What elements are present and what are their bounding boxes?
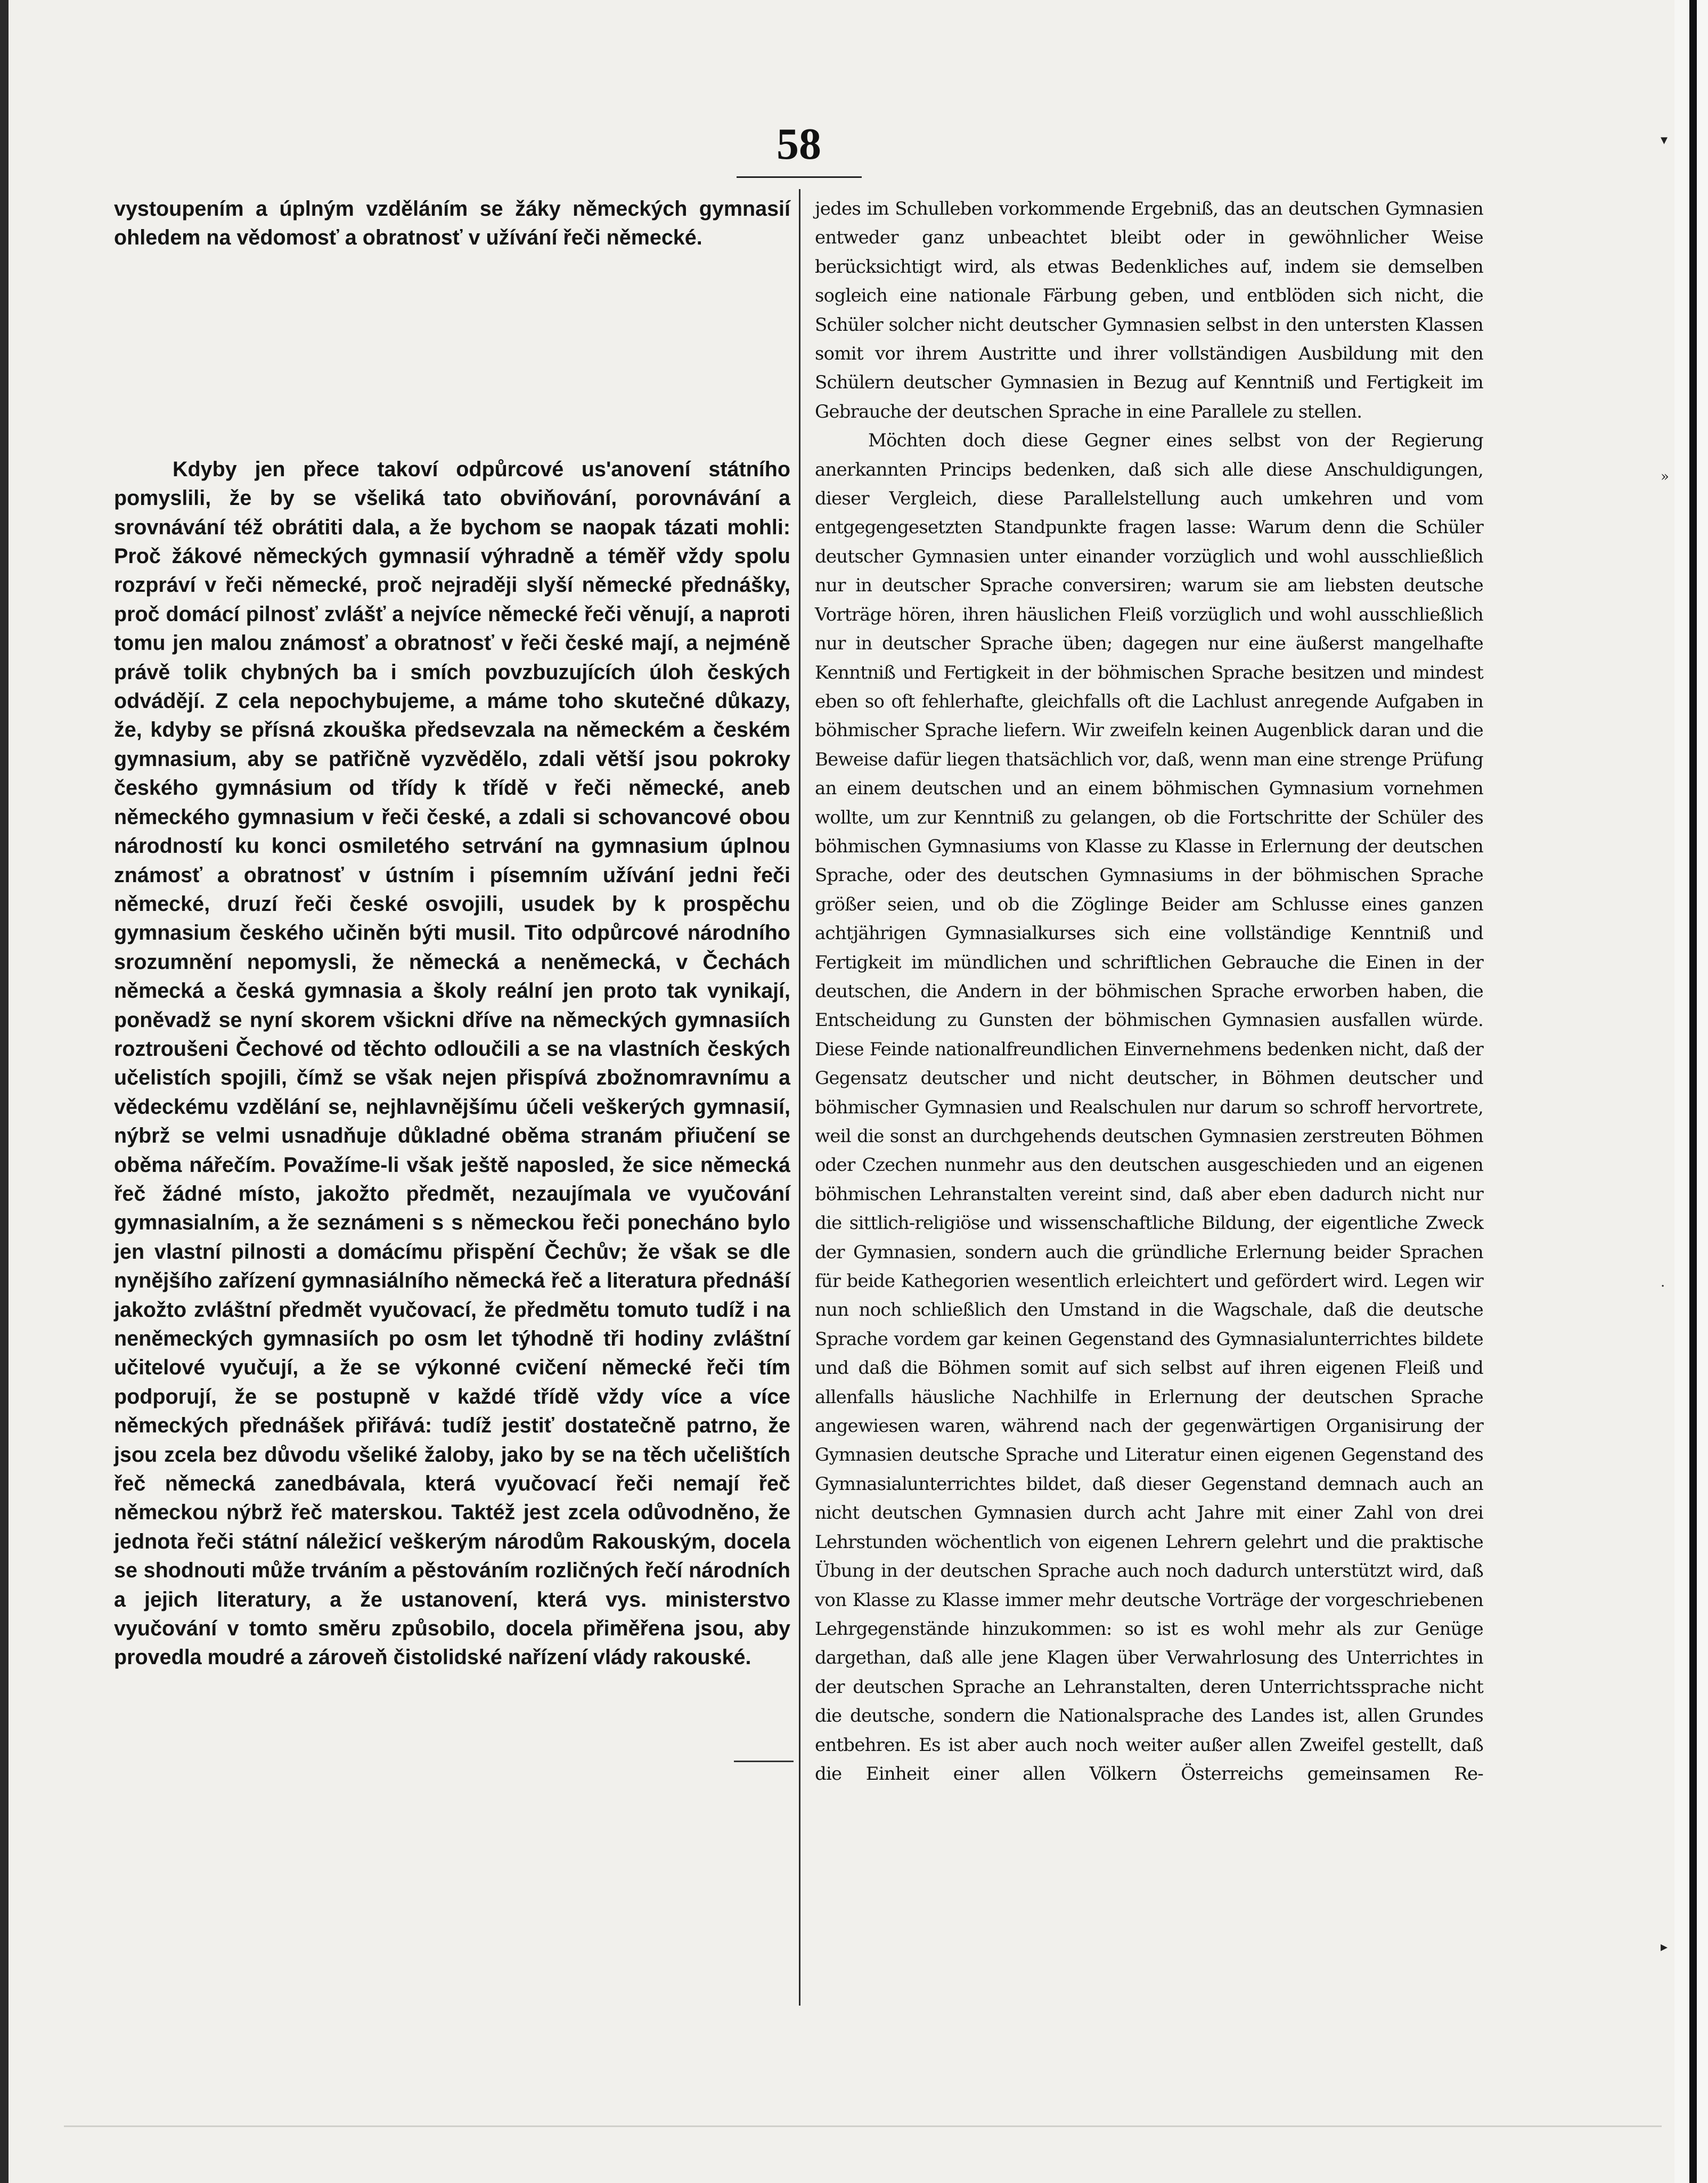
- left-intro-paragraph: vystoupením a úplným vzděláním se žáky německých gymnasií ohledem na vědomosť a obratnosť v užívání řeči německé.: [114, 197, 790, 250]
- column-divider: [799, 189, 800, 2006]
- page-number: 58: [777, 119, 821, 169]
- left-main-paragraph: Kdyby jen přece takoví odpůrcové us'anovení státního pomyslili, že by se všeliká tato obviňování, porovnávání a srovnávání též obrátiti dala, a že bychom se naopak tázati mohli: Proč žákové německých gymnasií výhradně a téměř vždy spolu rozpráví v řeči německé, proč nejraději slyší německé přednášky, proč domácí pilnosť zvlášť a nejvíce německé řeči věnují, a naproti tomu jen malou známosť a obratnosť v řeči české mají, a nejméně právě tolik chybných ba i smích povzbuzujících úloh českých odvádějí. Z cela nepochybujeme, a máme toho skutečné důkazy, že, kdyby se přísná zkouška předsevzala na německém a českém gymnasium, aby se patřičně vyzvědělo, zdali větší jsou pokroky českého gymnásium od třídy k třídě v řeči německé, aneb německého gymnasium v řeči české, a zdali si schovancové obou národností ku konci osmiletého setrvání na gymnasium úplnou známosť a obratnosť v ústním i písemním užívání jedni řeči německé, druzí řeči české osvojili, usudek by k prospěchu gymnasium českého učiněn býti musil. Tito odpůrcové národního srozumnění nepomysli, že německá a neněmecká, v Čechách německá a česká gymnasia a školy reální jen proto tak vynikají, poněvadž se nyní skorem všickni dříve na německých gymnasiích roztroušeni Čechové od těchto odloučili a se na vlastních českých učelistích spojili, čímž se však nejen přispívá zbožnomravnímu a vědeckému vzdělání se, nejhlavnějšímu účeli veškerých gymnasií, nýbrž se velmi usnadňuje důkladné oběma stranám přiučení se oběma nářečím. Považíme-li však ještě naposled, že sice německá řeč žádné místo, jakožto předmět, nezaujímala ve vyučování gymnasialním, a že seznámeni s s německou řeči ponecháno bylo jen vlastní pilnosti a domácímu přispění Čechův; že však se dle nynějšího zařízení gymnasiálního německá řeč a literatura přednáší jakožto zvláštní předmět vyučovací, že předmětu tomuto tudíž i na neněmeckých gymnasiích po osm let týhodně tři hodiny zvláštní učitelové vyučují, a že se výkonné cvičení německé řeči tím podporují, že se postupně v každé třídě vždy více a více německých přednášek přiřává: tudíž jestiť dostatečně patrno, že jsou zcela bez důvodu všeliké žaloby, jako by se na těch učelištích řeč německá zanedbávala, která vyučovací řeči nemají řeč německou nýbrž řeč materskou. Taktéž jest zcela odůvodněno, že jednota řeči státní náležicí veškerým národům Rakouským, docela se shodnouti může trváním a pěstováním rozličných řečí národních a jejich literatury, a že ustanovení, která vys. ministerstvo vyučování v tomto směru způsobilo, docela přiměřena jsou, aby provedla moudré a zároveň čistolidské nařízení vlády rakouské.: [114, 457, 790, 1669]
- header-rule: [737, 176, 862, 178]
- left-column-czech: [114, 194, 790, 1672]
- edge-mark: »: [1661, 469, 1669, 485]
- right-paragraph-2: Möchten doch diese Gegner eines selbst von der Regierung anerkannten Princips bedenken, daß sich alle diese Anschuldigungen, dieser Vergleich, diese Parallelstellung auch umkehren und vom entgegengesetzten Standpunkte fragen lasse: Warum denn die Schüler deutscher Gymnasien unter einander vorzüglich und wohl ausschließlich nur in deutscher Sprache conversiren; warum sie am liebsten deutsche Vorträge hören, ihren häuslichen Fleiß vorzüglich und wohl ausschließlich nur in deutscher Sprache üben; dagegen nur eine äußerst mangelhafte Kenntniß und Fertigkeit in der böhmischen Sprache besitzen und mindest eben so oft fehlerhafte, gleichfalls oft die Lachlust anregende Aufgaben in böhmischer Sprache liefern. Wir zweifeln keinen Augenblick daran und die Beweise dafür liegen thatsächlich vor, daß, wenn man eine strenge Prüfung an einem deutschen und an einem böhmischen Gymnasium vornehmen wollte, um zur Kenntniß zu gelangen, ob die Fortschritte der Schüler des böhmischen Gymnasiums von Klasse zu Klasse in Erlernung der deutschen Sprache, oder des deutschen Gymnasiums in der böhmischen Sprache größer seien, und ob die Zöglinge Beider am Schlusse eines ganzen achtjährigen Gymnasialkurses sich eine vollständige Kenntniß und Fertigkeit im mündlichen und schriftlichen Gebrauche die Einen in der deutschen, die Andern in der böhmischen Sprache erworben haben, die Entscheidung zu Gunsten der böhmischen Gymnasien ausfallen würde. Diese Feinde nationalfreundlichen Einvernehmens bedenken nicht, daß der Gegensatz deutscher und nicht deutscher, in Böhmen deutscher und böhmischer Gymnasien und Realschulen nur darum so schroff hervortrete, weil die sonst an durchgehends deutschen Gymnasien zerstreuten Böhmen oder Czechen nunmehr aus den deutschen ausgeschieden und an eigenen böhmischen Lehranstalten vereint sind, daß aber eben dadurch nicht nur die sittlich-religiöse und wissenschaftliche Bildung, der eigentliche Zweck der Gymnasien, sondern auch die gründliche Erlernung beider Sprachen für beide Kathegorien wesentlich erleichtert und gefördert wird. Legen wir nun noch schließlich den Umstand in die Wagschale, daß die deutsche Sprache vordem gar keinen Gegenstand des Gymnasialunterrichtes bildete und daß die Böhmen somit auf sich selbst auf ihren eigenen Fleiß und allenfalls häusliche Nachhilfe in Erlernung der deutschen Sprache angewiesen waren, während nach der gegenwärtigen Organisirung der Gymnasien deutsche Sprache und Literatur einen eigenen Gegenstand des Gymnasialunterrichtes bildet, daß dieser Gegenstand demnach auch an nicht deutschen Gymnasien durch acht Jahre mit einer Zahl von drei Lehrstunden wöchentlich von eigenen Lehrern gelehrt und die praktische Übung in der deutschen Sprache auch noch dadurch unterstützt wird, daß von Klasse zu Klasse immer mehr deutsche Vorträge der vorgeschriebenen Lehrgegenstände hinzukommen: so ist es wohl mehr als zur Genüge dargethan, daß alle jene Klagen über Verwahrlosung des Unterrichtes in der deutschen Sprache an Lehranstalten, deren Unterrichtssprache nicht die deutsche, sondern die Nationalsprache des Landes ist, allen Grundes entbehren. Es ist aber auch noch weiter außer allen Zweifel gestellt, daß die Einheit einer allen Völkern Österreichs gemeinsamen Re-: [815, 430, 1483, 1785]
- right-paragraph-1: jedes im Schulleben vorkommende Ergebniß, das an deutschen Gymnasien entweder ganz unbeachtet bleibt oder in gewöhnlicher Weise berücksichtigt wird, als etwas Bedenkliches auf, indem sie demselben sogleich eine nationale Färbung geben, und entblöden sich nicht, die Schüler solcher nicht deutscher Gymnasien selbst in den untersten Klassen somit vor ihrem Austritte und ihrer vollständigen Ausbildung mit den Schülern deutscher Gymnasien in Bezug auf Kenntniß und Fertigkeit im Gebrauche der deutschen Sprache in eine Parallele zu stellen.: [815, 198, 1483, 422]
- edge-mark: ▾: [1661, 132, 1668, 148]
- left-column-end-rule: [734, 1761, 794, 1762]
- binding-edge: [1689, 0, 1697, 2183]
- edge-mark: ▸: [1661, 1939, 1668, 1955]
- right-column-german: [815, 194, 1483, 1788]
- edge-mark: ·: [1661, 1278, 1665, 1294]
- paragraph-gap: [114, 252, 790, 455]
- page-bottom-shade: [64, 2125, 1662, 2127]
